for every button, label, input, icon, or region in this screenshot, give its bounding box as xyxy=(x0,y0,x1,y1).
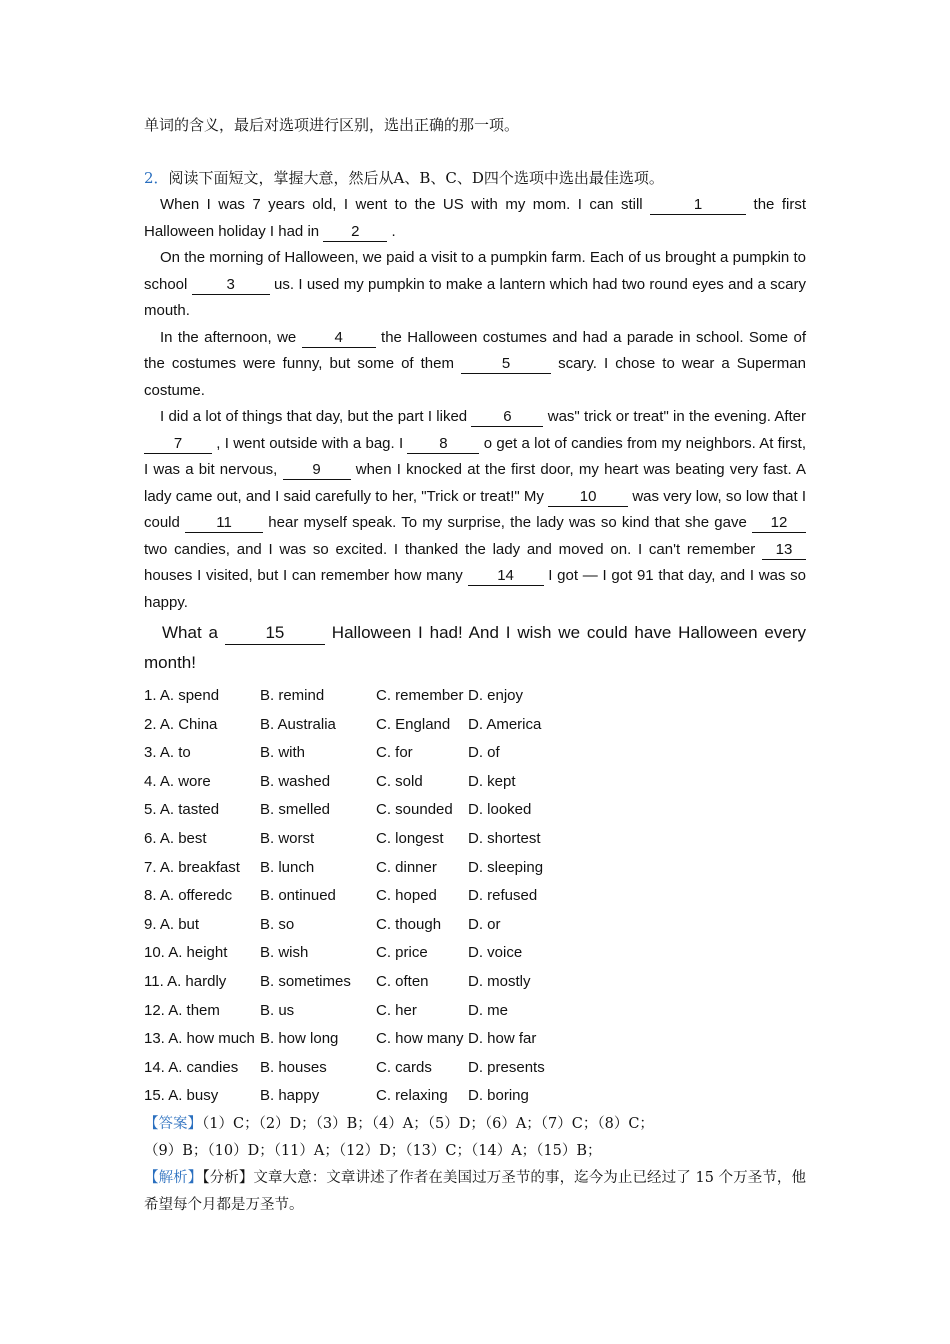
passage-text: o get a lot of candies from my neighbors. At first, I was a bit nervous, xyxy=(144,434,806,478)
option-a: 9. A. but xyxy=(144,915,200,933)
blank-7: 7 xyxy=(144,434,212,454)
passage-text: In the afternoon, we xyxy=(160,328,302,346)
passage-text: Halloween I had! And I wish we could have Halloween every month! xyxy=(144,623,806,672)
option-d: D. refused xyxy=(468,887,538,905)
option-a: 13. A. how much xyxy=(144,1030,255,1048)
passage-text: the Halloween costumes and had a parade in school. Some of the costumes were funny, but some of them xyxy=(144,328,806,372)
passage-text: I got — I got 91 that day, and I was so happy. xyxy=(144,567,806,611)
passage-text: What a xyxy=(162,623,225,642)
option-row xyxy=(144,911,806,940)
blank-6: 6 xyxy=(471,407,543,427)
blank-5: 5 xyxy=(461,354,551,374)
passage-text: , I went outside with a bag. I xyxy=(212,434,408,452)
blank-14: 14 xyxy=(468,566,544,586)
option-b: B. with xyxy=(260,744,306,762)
option-d: D. kept xyxy=(468,772,516,790)
passage-paragraph-1 xyxy=(144,192,806,245)
option-b: B. us xyxy=(260,1001,295,1019)
option-row xyxy=(144,854,806,883)
option-row xyxy=(144,739,806,768)
blank-13: 13 xyxy=(762,540,806,560)
options-list xyxy=(144,682,806,1111)
question-number: 2． xyxy=(144,169,169,187)
option-b: B. houses xyxy=(260,1058,327,1076)
question-heading xyxy=(144,165,806,192)
option-b: B. wish xyxy=(260,944,309,962)
option-row xyxy=(144,768,806,797)
option-a: 3. A. to xyxy=(144,744,191,762)
option-row xyxy=(144,1054,806,1083)
option-b: B. lunch xyxy=(260,858,315,876)
option-a: 15. A. busy xyxy=(144,1087,219,1105)
previous-analysis-tail: 单词的含义，最后对选项进行区别，选出正确的那一项。 xyxy=(144,116,520,134)
option-a: 11. A. hardly xyxy=(144,972,227,990)
option-d: D. of xyxy=(468,744,500,762)
blank-8: 8 xyxy=(407,434,479,454)
option-c: C. cards xyxy=(376,1058,432,1076)
option-c: C. England xyxy=(376,715,451,733)
option-d: D. America xyxy=(468,715,542,733)
question-instruction: 阅读下面短文，掌握大意，然后从A、B、C、D四个选项中选出最佳选项。 xyxy=(168,169,664,187)
option-b: B. washed xyxy=(260,772,331,790)
option-a: 2. A. China xyxy=(144,715,218,733)
passage-text: scary. I chose to wear a Superman costume. xyxy=(144,355,806,399)
option-row xyxy=(144,682,806,711)
document-content xyxy=(144,112,806,1219)
option-row xyxy=(144,968,806,997)
option-b: B. so xyxy=(260,915,295,933)
passage-text: I did a lot of things that day, but the part I liked xyxy=(160,408,472,425)
option-b: B. happy xyxy=(260,1087,320,1105)
option-a: 8. A. offeredc xyxy=(144,887,233,905)
option-b: B. how long xyxy=(260,1030,339,1048)
option-d: D. me xyxy=(468,1001,509,1019)
option-d: D. sleeping xyxy=(468,858,544,876)
option-a: 10. A. height xyxy=(144,944,228,962)
option-row xyxy=(144,882,806,911)
passage-text: houses I visited, but I can remember how many xyxy=(144,567,468,584)
passage-text: was" trick or treat" in the evening. After xyxy=(543,408,806,425)
blank-10: 10 xyxy=(548,487,628,507)
option-a: 1. A. spend xyxy=(144,687,220,704)
option-c: C. remember xyxy=(376,687,464,704)
passage-paragraph-3 xyxy=(144,325,806,405)
blank-12: 12 xyxy=(752,513,806,533)
blank-2: 2 xyxy=(323,222,387,242)
option-d: D. presents xyxy=(468,1058,545,1076)
option-d: D. boring xyxy=(468,1087,529,1105)
answer-block xyxy=(144,1111,806,1165)
option-c: C. though xyxy=(376,915,442,933)
option-b: B. sometimes xyxy=(260,972,351,990)
option-b: B. remind xyxy=(260,687,325,704)
option-a: 4. A. wore xyxy=(144,772,211,790)
option-a: 5. A. tasted xyxy=(144,801,220,819)
passage-text: . xyxy=(387,222,396,240)
option-c: C. sold xyxy=(376,772,423,790)
option-c: C. her xyxy=(376,1001,417,1019)
option-row xyxy=(144,711,806,740)
passage-text: On the morning of Halloween, we paid a visit to a pumpkin farm. Each of us brought a pumpkin to school xyxy=(144,249,806,293)
passage-text: When I was 7 years old, I went to the US with my mom. I can still xyxy=(160,196,651,213)
option-c: C. for xyxy=(376,744,413,762)
answer-line-1: （1）C；（2）D；（3）B；（4）A；（5）D；（6）A；（7）C；（8）C； xyxy=(202,1115,654,1132)
option-row xyxy=(144,796,806,825)
option-a: 6. A. best xyxy=(144,829,207,847)
analysis-text: 【分析】文章大意：文章讲述了作者在美国过万圣节的事，迄今为止已经过了 15 个万圣节，他希望每个月都是万圣节。 xyxy=(144,1169,807,1213)
passage-paragraph-4 xyxy=(144,404,806,616)
blank-9: 9 xyxy=(283,460,351,480)
option-a: 12. A. them xyxy=(144,1001,220,1019)
option-c: C. often xyxy=(376,972,429,990)
passage-text: the first Halloween holiday I had in xyxy=(144,196,806,240)
option-d: D. or xyxy=(468,915,501,933)
option-c: C. longest xyxy=(376,829,444,847)
passage-text: was very low, so low that I could xyxy=(144,487,806,531)
option-c: C. sounded xyxy=(376,801,453,819)
option-a: 7. A. breakfast xyxy=(144,858,240,876)
passage-text: when I knocked at the first door, my heart was beating very fast. A lady came out, and I said carefully to her, "Trick or treat!" My xyxy=(144,461,806,505)
answer-line-2: （9）B；（10）D；（11）A；（12）D；（13）C；（14）A；（15）B； xyxy=(144,1142,602,1159)
option-c: C. price xyxy=(376,944,428,962)
blank-4: 4 xyxy=(302,328,376,348)
passage-paragraph-5 xyxy=(144,618,806,678)
passage-text: us. I used my pumpkin to make a lantern which had two round eyes and a scary mouth. xyxy=(144,275,806,319)
passage-text: hear myself speak. To my surprise, the lady was so kind that she gave xyxy=(263,514,752,531)
blank-1: 1 xyxy=(650,195,746,215)
option-d: D. looked xyxy=(468,801,532,819)
analysis-label: 【解析】 xyxy=(144,1169,203,1186)
option-c: C. relaxing xyxy=(376,1087,448,1105)
blank-11: 11 xyxy=(185,513,263,533)
option-row xyxy=(144,825,806,854)
option-d: D. mostly xyxy=(468,972,531,990)
passage-text: two candies, and I was so excited. I thanked the lady and moved on. I can't remember xyxy=(144,540,762,558)
option-c: C. how many xyxy=(376,1030,464,1048)
option-d: D. how far xyxy=(468,1030,537,1048)
option-row xyxy=(144,1082,806,1111)
option-row xyxy=(144,997,806,1026)
option-b: B. worst xyxy=(260,829,315,847)
option-d: D. voice xyxy=(468,944,523,962)
option-d: D. enjoy xyxy=(468,687,524,704)
analysis-block xyxy=(144,1165,806,1219)
option-b: B. smelled xyxy=(260,801,331,819)
option-c: C. dinner xyxy=(376,858,437,876)
option-c: C. hoped xyxy=(376,887,437,905)
blank-15: 15 xyxy=(225,622,325,645)
option-b: B. Australia xyxy=(260,715,336,733)
option-row xyxy=(144,939,806,968)
option-a: 14. A. candies xyxy=(144,1058,239,1076)
option-b: B. ontinued xyxy=(260,887,336,905)
blank-3: 3 xyxy=(192,275,270,295)
passage-paragraph-2 xyxy=(144,245,806,325)
option-row xyxy=(144,1025,806,1054)
answer-label: 【答案】 xyxy=(144,1115,202,1132)
option-d: D. shortest xyxy=(468,829,541,847)
